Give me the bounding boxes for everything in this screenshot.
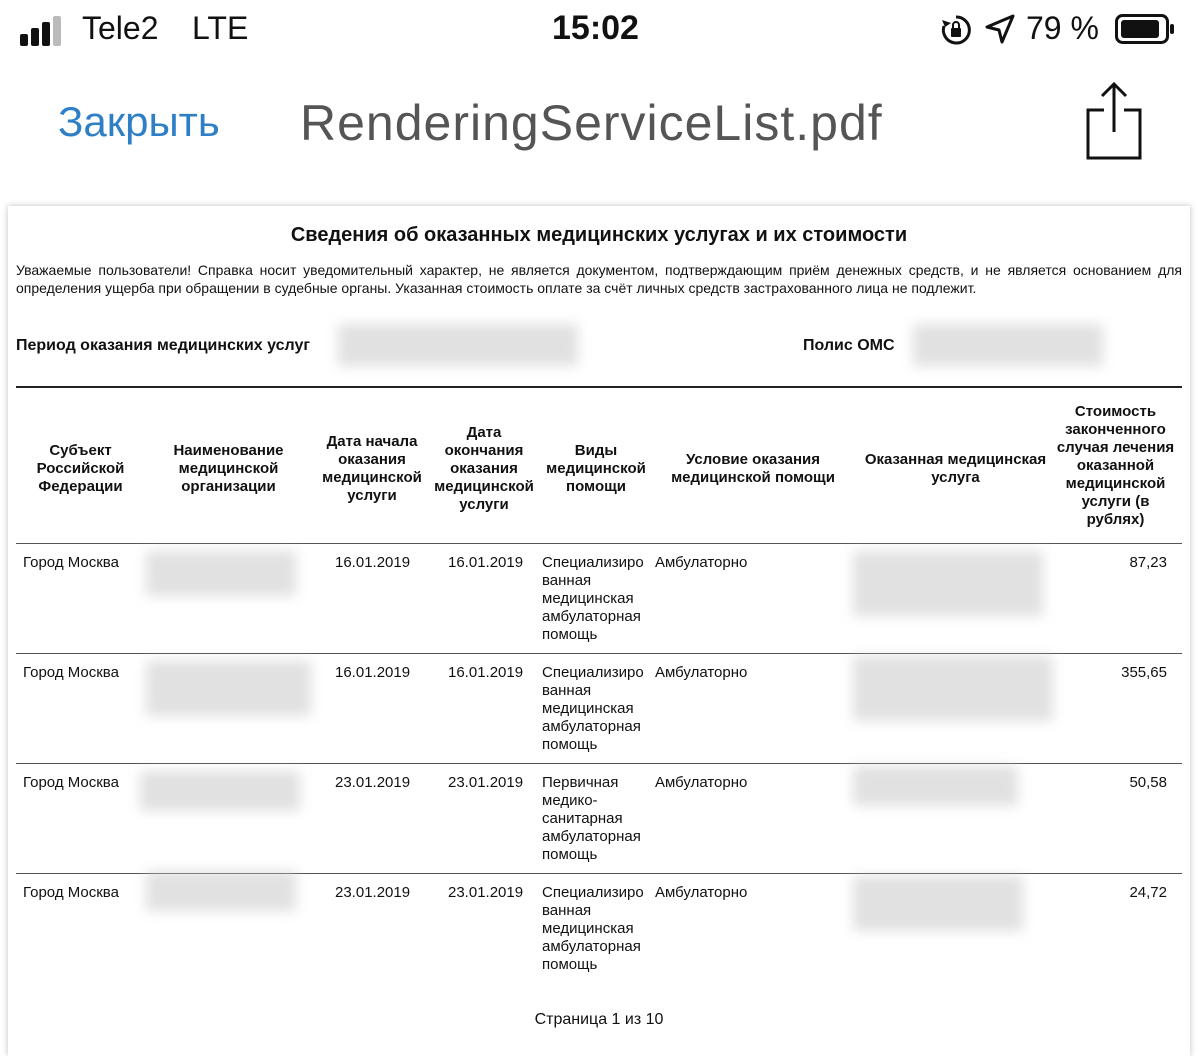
redacted-service <box>853 656 1053 721</box>
cell-cost: 24,72 <box>1129 884 1167 901</box>
network-type: LTE <box>192 10 249 46</box>
policy-label: Полис ОМС <box>803 337 895 354</box>
col-header-organization: Наименование медицинской организации <box>173 441 284 495</box>
pdf-page[interactable] <box>8 206 1190 1056</box>
col-header-condition: Условие оказания медицинской помощи <box>671 450 835 486</box>
cell-start-date: 23.01.2019 <box>335 884 411 901</box>
col-header-end-date: Дата окончания оказания медицинской услуги <box>434 423 534 513</box>
cell-condition: Амбулаторно <box>655 884 748 901</box>
battery-icon <box>1115 14 1175 44</box>
table-top-rule <box>16 386 1182 388</box>
col-header-service: Оказанная медицинская услуга <box>864 450 1047 486</box>
col-header-cost: Стоимость законченного случая лечения оказанной медицинской услуги (в рублях) <box>1056 403 1175 528</box>
signal-icon <box>20 14 66 46</box>
period-label: Период оказания медицинских услуг <box>16 337 311 354</box>
redacted-organization <box>146 551 296 596</box>
close-button[interactable]: Закрыть <box>58 98 220 145</box>
cell-cost: 355,65 <box>1121 664 1167 681</box>
cell-region: Город Москва <box>23 664 119 681</box>
redacted-organization <box>140 771 300 811</box>
status-bar <box>0 0 1200 62</box>
cell-condition: Амбулаторно <box>655 554 748 571</box>
redacted-organization <box>146 871 296 911</box>
cell-condition: Амбулаторно <box>655 774 748 791</box>
clock: 15:02 <box>552 9 639 47</box>
cell-care-type: Специализиро ванная медицинская амбулаторная помощь <box>542 884 644 973</box>
cell-end-date: 23.01.2019 <box>448 884 524 901</box>
cell-start-date: 23.01.2019 <box>335 774 411 791</box>
cell-end-date: 16.01.2019 <box>448 554 524 571</box>
notice-text: Уважаемые пользователи! Справка носит уведомительный характер, не является документом, подтверждающим приём денежных средств, и не является основанием для определения ущерба при обращении в судебные органы. Указанная стоимость оплате за счёт личных средств застрахованного лица не подлежит. <box>16 262 1182 296</box>
carrier-name: Tele2 <box>82 10 159 46</box>
col-header-care-type: Виды медицинской помощи <box>546 441 646 495</box>
cell-end-date: 23.01.2019 <box>448 774 524 791</box>
col-header-region: Субъект Российской Федерации <box>36 441 125 495</box>
cell-region: Город Москва <box>23 884 119 901</box>
cell-cost: 87,23 <box>1129 554 1167 571</box>
redacted-service <box>853 551 1043 616</box>
share-icon[interactable] <box>1084 80 1144 162</box>
cell-start-date: 16.01.2019 <box>335 554 411 571</box>
cell-care-type: Специализиро ванная медицинская амбулаторная помощь <box>542 554 644 643</box>
col-header-start-date: Дата начала оказания медицинской услуги <box>322 432 422 504</box>
cell-care-type: Первичная медико-санитарная амбулаторная помощь <box>542 774 641 863</box>
cell-condition: Амбулаторно <box>655 664 748 681</box>
header-bottom-rule <box>16 543 1182 544</box>
cell-end-date: 16.01.2019 <box>448 664 524 681</box>
document-title: RenderingServiceList.pdf <box>300 95 883 151</box>
row-separator <box>16 763 1182 764</box>
page-heading: Сведения об оказанных медицинских услугах и их стоимости <box>290 224 908 246</box>
page-counter: Страница 1 из 10 <box>534 1011 664 1028</box>
battery-percent: 79 % <box>1026 10 1099 46</box>
cell-start-date: 16.01.2019 <box>335 664 411 681</box>
cell-care-type: Специализиро ванная медицинская амбулаторная помощь <box>542 664 644 753</box>
redacted-service <box>853 766 1018 806</box>
redacted-policy <box>913 324 1103 366</box>
row-separator <box>16 653 1182 654</box>
cell-cost: 50,58 <box>1129 774 1167 791</box>
redacted-organization <box>146 661 311 716</box>
redacted-period <box>338 324 578 366</box>
rotation-lock-icon <box>940 14 972 51</box>
navigation-bar <box>0 62 1200 192</box>
redacted-service <box>853 876 1023 931</box>
cell-region: Город Москва <box>23 554 119 571</box>
location-arrow-icon <box>984 13 1016 50</box>
cell-region: Город Москва <box>23 774 119 791</box>
